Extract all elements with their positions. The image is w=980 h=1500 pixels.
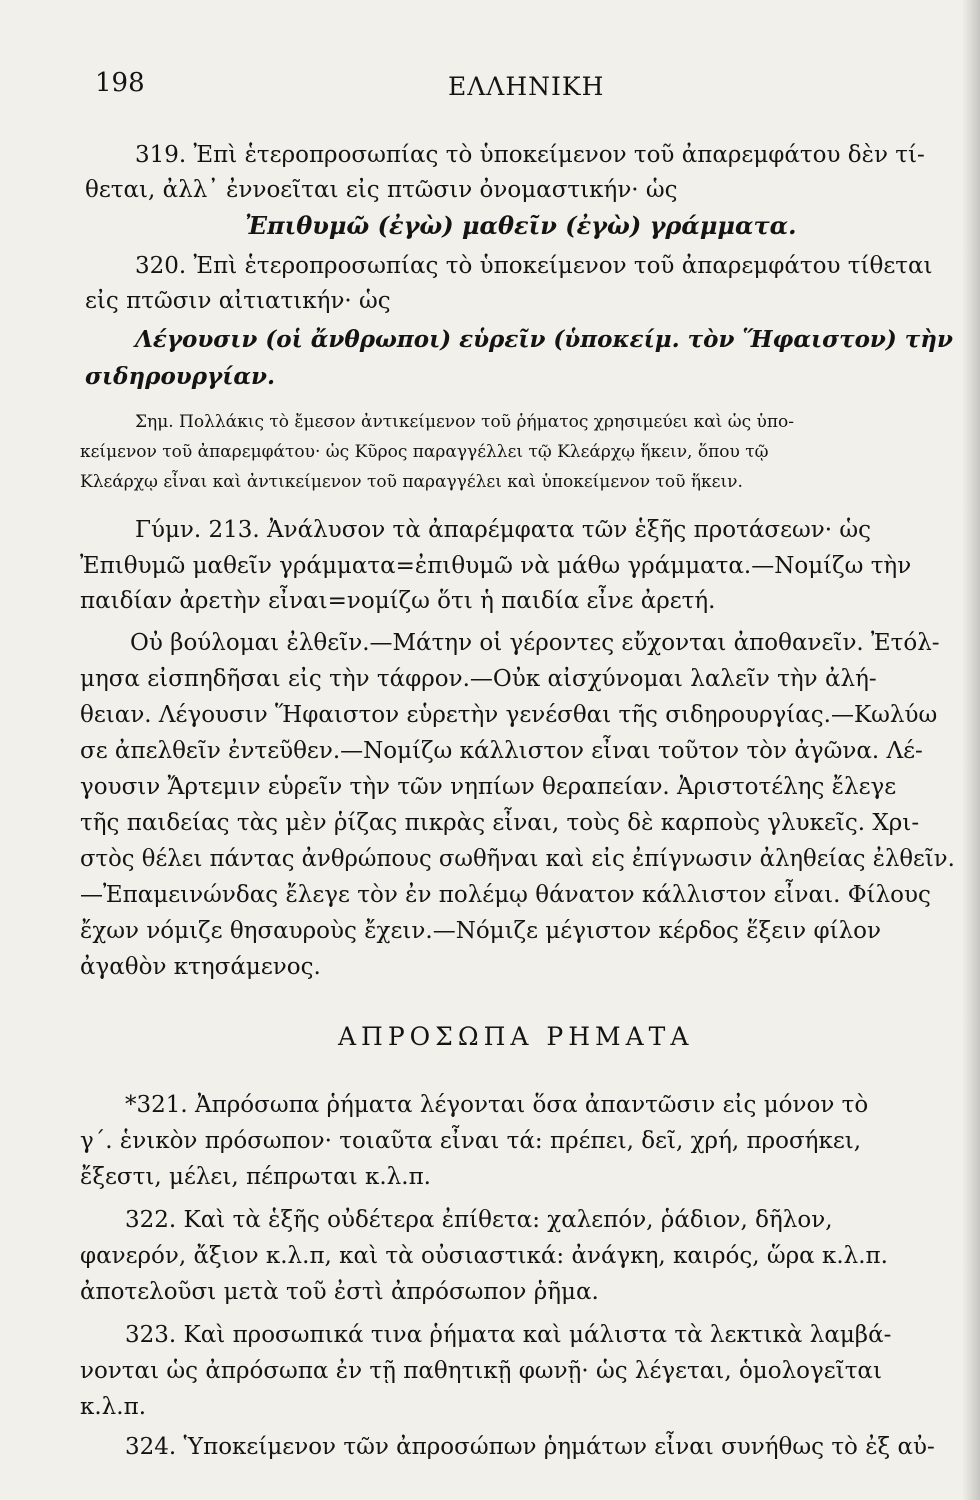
example-line: Λέγουσιν (οἱ ἄνθρωποι) εὑρεῖν (ὑποκείμ. τὸν Ἥφαιστον) τὴν xyxy=(135,326,953,353)
text-line: *321. Ἀπρόσωπα ῥήματα λέγονται ὅσα ἀπαντῶσιν εἰς μόνον τὸ xyxy=(125,1092,869,1118)
text-line: φανερόν, ἄξιον κ.λ.π, καὶ τὰ οὐσιαστικά: ἀνάγκη, καιρός, ὥρα κ.λ.π. xyxy=(80,1243,888,1269)
text-line: θειαν. Λέγουσιν Ἥφαιστον εὑρετὴν γενέσθαι τῆς σιδηρουργίας.—Κωλύω xyxy=(80,702,938,728)
text-line: 320. Ἐπὶ ἑτεροπροσωπίας τὸ ὑποκείμενον τοῦ ἀπαρεμφάτου τίθεται xyxy=(135,253,933,279)
text-line: —Ἐπαμεινώνδας ἔλεγε τὸν ἐν πολέμῳ θάνατον κάλλιστον εἶναι. Φίλους xyxy=(80,882,931,908)
note-line: Κλεάρχῳ εἶναι καὶ ἀντικείμενον τοῦ παραγγέλει καὶ ὑποκείμενον τοῦ ἥκειν. xyxy=(80,472,743,492)
text-line: 324. Ὑποκείμενον τῶν ἀπροσώπων ῥημάτων εἶναι συνήθως τὸ ἐξ αὐ- xyxy=(125,1434,935,1460)
example-line: σιδηρουργίαν. xyxy=(85,363,276,390)
text-line: ἀγαθὸν κτησάμενος. xyxy=(80,954,321,980)
text-line: μησα εἰσπηδῆσαι εἰς τὴν τάφρον.—Οὐκ αἰσχύνομαι λαλεῖν τὴν ἀλή- xyxy=(80,666,877,692)
section-heading: ΑΠΡΟΣΩΠΑ ΡΗΜΑΤΑ xyxy=(338,1022,694,1051)
running-head: ΕΛΛΗΝΙΚΗ xyxy=(448,72,605,101)
text-line: θεται, ἀλλ᾽ ἐννοεῖται εἰς πτῶσιν ὀνομαστικήν· ὡς xyxy=(85,177,678,203)
note-line: Σημ. Πολλάκις τὸ ἔμεσον ἀντικείμενον τοῦ ῥήματος χρησιμεύει καὶ ὡς ὑπο- xyxy=(135,412,795,432)
text-line: κ.λ.π. xyxy=(80,1394,147,1420)
text-line: ἔξεστι, μέλει, πέπρωται κ.λ.π. xyxy=(80,1164,431,1190)
example-line: Ἐπιθυμῶ (ἐγὼ) μαθεῖν (ἐγὼ) γράμματα. xyxy=(245,211,797,240)
note-line: κείμενον τοῦ ἀπαρεμφάτου· ὡς Κῦρος παραγγέλλει τῷ Κλεάρχῳ ἥκειν, ὅπου τῷ xyxy=(80,442,769,462)
text-line: παιδίαν ἀρετὴν εἶναι=νομίζω ὅτι ἡ παιδία εἶνε ἀρετή. xyxy=(80,588,716,614)
text-line: τῆς παιδείας τὰς μὲν ῥίζας πικρὰς εἶναι, τοὺς δὲ καρποὺς γλυκεῖς. Χρι- xyxy=(80,810,920,836)
text-line: 322. Καὶ τὰ ἑξῆς οὐδέτερα ἐπίθετα: χαλεπόν, ῥάδιον, δῆλον, xyxy=(125,1207,833,1233)
text-line: εἰς πτῶσιν αἰτιατικήν· ὡς xyxy=(85,288,391,314)
text-line: σε ἀπελθεῖν ἐντεῦθεν.—Νομίζω κάλλιστον εἶναι τοῦτον τὸν ἀγῶνα. Λέ- xyxy=(80,738,923,764)
text-line: ἀποτελοῦσι μετὰ τοῦ ἐστὶ ἀπρόσωπον ῥῆμα. xyxy=(80,1279,599,1305)
text-line: νονται ὡς ἀπρόσωπα ἐν τῇ παθητικῇ φωνῇ· ὡς λέγεται, ὁμολογεῖται xyxy=(80,1358,882,1384)
text-line: στὸς θέλει πάντας ἀνθρώπους σωθῆναι καὶ εἰς ἐπίγνωσιν ἀληθείας ἐλθεῖν. xyxy=(80,846,955,872)
text-line: ἔχων νόμιζε θησαυροὺς ἔχειν.—Νόμιζε μέγιστον κέρδος ἕξειν φίλον xyxy=(80,918,881,944)
exercise-heading-line: Γύμν. 213. Ἀνάλυσον τὰ ἀπαρέμφατα τῶν ἑξῆς προτάσεων· ὡς xyxy=(135,517,871,543)
text-line: 323. Καὶ προσωπικά τινα ῥήματα καὶ μάλιστα τὰ λεκτικὰ λαμβά- xyxy=(125,1322,892,1348)
page-edge-shadow xyxy=(962,0,980,1500)
text-line: Οὐ βούλομαι ἐλθεῖν.—Μάτην οἱ γέροντες εὔχονται ἀποθανεῖν. Ἐτόλ- xyxy=(130,630,940,656)
text-line: γ΄. ἑνικὸν πρόσωπον· τοιαῦτα εἶναι τά: πρέπει, δεῖ, χρή, προσήκει, xyxy=(80,1128,862,1154)
text-line: γουσιν Ἄρτεμιν εὑρεῖν τὴν τῶν νηπίων θεραπείαν. Ἀριστοτέλης ἔλεγε xyxy=(80,774,897,800)
page-number: 198 xyxy=(95,68,145,98)
text-line: Ἐπιθυμῶ μαθεῖν γράμματα=ἐπιθυμῶ νὰ μάθω γράμματα.—Νομίζω τὴν xyxy=(80,553,912,579)
text-line: 319. Ἐπὶ ἑτεροπροσωπίας τὸ ὑποκείμενον τοῦ ἀπαρεμφάτου δὲν τί- xyxy=(135,142,925,168)
